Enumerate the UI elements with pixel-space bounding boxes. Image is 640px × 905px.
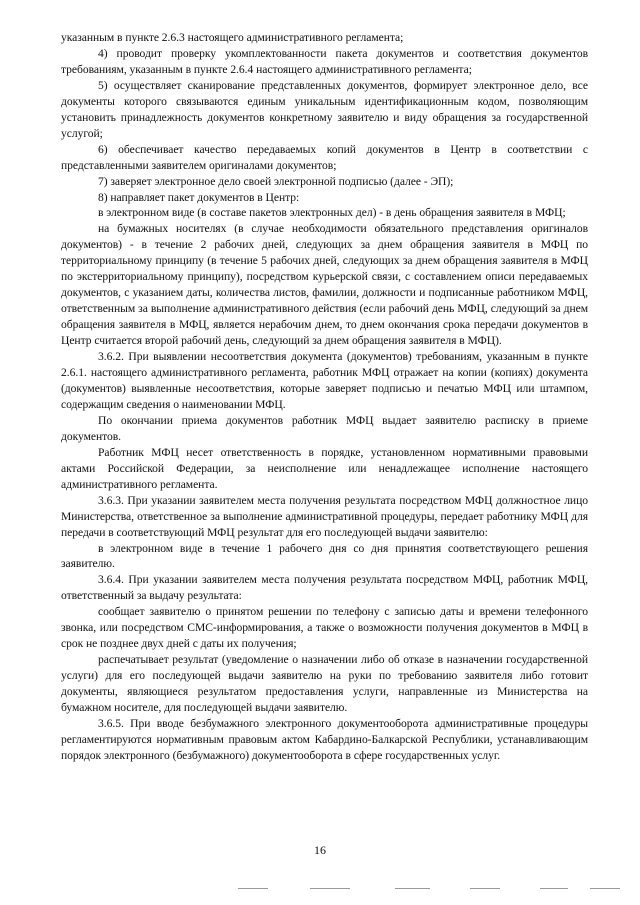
paragraph: 6) обеспечивает качество передаваемых копий документов в Центр в соответствии с представленными заявителем оригиналами документов; — [61, 142, 588, 172]
scan-edge-marks — [0, 888, 640, 898]
paragraph: 8) направляет пакет документов в Центр: — [98, 190, 300, 204]
paragraph: сообщает заявителю о принятом решении по телефону с записью даты и времени телефонного звонка, или посредством СМС-информирования, а также о возможности получения документов в МФЦ в срок не позднее двух дней с даты их получения; — [61, 605, 588, 651]
scan-mark — [540, 888, 568, 889]
paragraph: в электронном виде в течение 1 рабочего дня со дня принятия соответствующего решения заявителю. — [61, 541, 588, 571]
scan-mark — [310, 888, 350, 889]
paragraph: 3.6.4. При указании заявителем места получения результата посредством МФЦ, работник МФЦ, ответственный за выдачу результата: — [61, 573, 588, 603]
scan-mark — [470, 888, 500, 889]
paragraph: 3.6.3. При указании заявителем места получения результата посредством МФЦ должностное лицо Министерства, ответственное за выполнение административной процедуры, передает работнику МФЦ для передачи в соответствующий МФЦ результат для его последующей выдачи заявителю: — [61, 493, 588, 539]
paragraph: на бумажных носителях (в случае необходимости обязательного представления оригиналов документов) - в течение 2 рабочих дней, следующих за днем обращения заявителя в МФЦ по территориальному принципу (в течение 5 рабочих дней, следующих за днем обращения заявителя в МФЦ по экстерриториальному принципу), посредством курьерской связи, с составлением описи передаваемых документов, с указанием даты, количества листов, фамилии, должности и подписанные работником МФЦ, ответственным за выполнение административного действия (если рабочий день МФЦ, следующий за днем обращения заявителя в МФЦ, является нерабочим днем, то днем окончания срока передачи документов в Центр считается второй рабочий день, следующий за днем обращения заявителя в МФЦ). — [61, 222, 588, 348]
paragraph: 3.6.5. При вводе безбумажного электронного документооборота административные процедуры регламентируются нормативным правовым актом Кабардино-Балкарской Республики, устанавливающим порядок электронного (безбумажного) документооборота в сфере государственных услуг. — [61, 716, 588, 762]
paragraph: 5) осуществляет сканирование представленных документов, формирует электронное дело, все документы которого связываются единым уникальным идентификационным кодом, позволяющим установить принадлежность документов конкретному заявителю и виду обращения за государственной услугой; — [61, 78, 588, 140]
scan-mark — [238, 888, 268, 889]
document-body — [61, 30, 588, 764]
paragraph: По окончании приема документов работник МФЦ выдает заявителю расписку в приеме документов. — [61, 413, 588, 443]
paragraph: Работник МФЦ несет ответственность в порядке, установленном нормативными правовыми актами Российской Федерации, за неисполнение или ненадлежащее исполнение настоящего административного регламента. — [61, 445, 588, 491]
paragraph: указанным в пункте 2.6.3 настоящего административного регламента; — [61, 31, 404, 44]
paragraph: в электронном виде (в составе пакетов электронных дел) - в день обращения заявителя в МФЦ; — [98, 206, 566, 220]
scan-mark — [590, 888, 620, 889]
paragraph: распечатывает результат (уведомление о назначении либо об отказе в назначении государственной услуги) для его последующей выдачи заявителю на руки по требованию заявителя либо готовит документы, являющиеся результатом предоставления услуги, направленные из Министерства на бумажном носителе, для последующей выдачи заявителю. — [61, 653, 588, 715]
page-number: 16 — [314, 843, 326, 857]
scan-mark — [395, 888, 430, 889]
paragraph: 4) проводит проверку укомплектованности пакета документов и соответствия документов требованиям, указанным в пункте 2.6.4 настоящего административного регламента; — [61, 46, 588, 76]
paragraph: 7) заверяет электронное дело своей электронной подписью (далее - ЭП); — [98, 174, 454, 188]
paragraph: 3.6.2. При выявлении несоответствия документа (документов) требованиям, указанным в пункте 2.6.1. настоящего административного регламента, работник МФЦ отражает на копии (копиях) документа (документов) выявленные несоответствия, которые заверяет подписью и печатью МФЦ или штампом, содержащим сведения о наименовании МФЦ. — [61, 350, 588, 411]
